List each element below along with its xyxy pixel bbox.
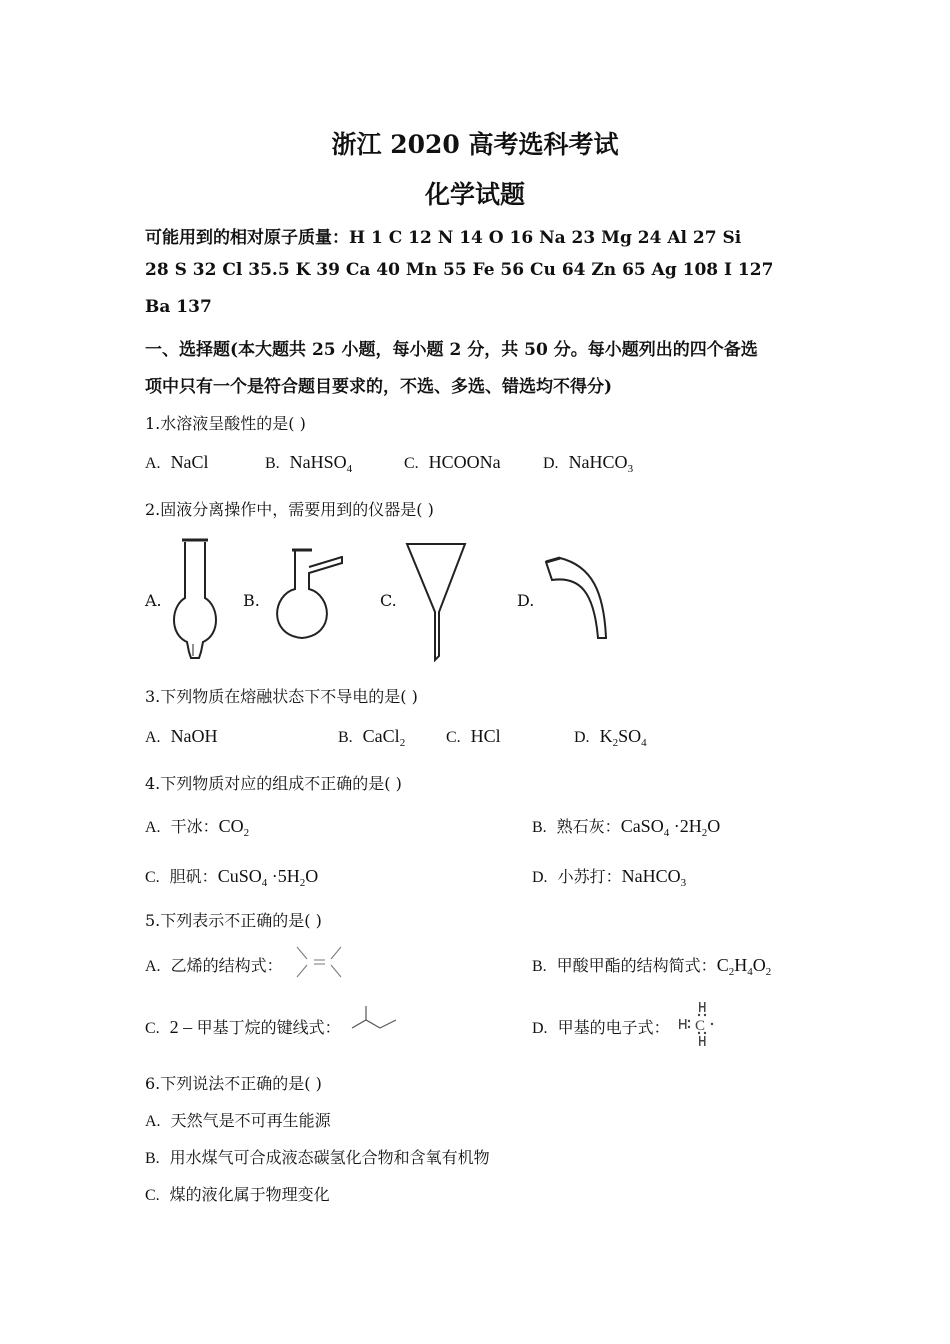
formula-subscript: 4: [346, 463, 353, 475]
funnel-icon: [403, 540, 469, 662]
option-text: 天然气是不可再生能源: [170, 1111, 331, 1130]
option-label: B.: [338, 729, 353, 746]
formula-subscript: 4: [747, 966, 753, 978]
formula-subscript: 2: [612, 737, 619, 749]
q2-option-c-label: C.: [380, 591, 397, 610]
q3-option-a: [145, 726, 218, 747]
formula: NaCl: [170, 452, 209, 472]
option-prefix: 2 –: [169, 1017, 197, 1037]
question-2-stem: 2.固液分离操作中，需要用到的仪器是( ): [145, 500, 434, 519]
formula: HCl: [470, 726, 501, 746]
formula-subscript: 4: [641, 737, 647, 749]
flask-icon: [165, 536, 225, 662]
option-text: 甲基的电子式：: [557, 1018, 670, 1037]
option-text: 煤的液化属于物理变化: [169, 1185, 330, 1204]
formula-subscript: 3: [627, 463, 634, 475]
option-text: 用水煤气可合成液态碳氢化合物和含氧有机物: [169, 1148, 490, 1167]
formula-part: SO: [618, 726, 642, 746]
formula-subscript: 2: [728, 966, 735, 978]
q1-option-b: [265, 452, 352, 475]
option-text: 乙烯的结构式：: [170, 956, 283, 975]
q2-option-b-label: B.: [243, 591, 260, 610]
option-label: B.: [145, 1150, 160, 1167]
option-text: 胆矾：: [169, 867, 218, 886]
formula-part: NaHCO: [621, 866, 681, 886]
q1-option-a: [145, 452, 209, 473]
option-label: B.: [265, 455, 280, 472]
formula-subscript: 2: [399, 737, 406, 749]
ethylene-structure-icon: [285, 938, 351, 986]
formula: [621, 866, 687, 889]
option-text: 甲基丁烷的键线式：: [196, 1018, 341, 1037]
option-text: 干冰：: [170, 817, 219, 836]
option-label: B.: [532, 958, 547, 975]
q4-option-c: [145, 864, 318, 889]
formula-subscript: 2: [299, 877, 306, 889]
formula: [217, 866, 319, 889]
option-label: C.: [446, 729, 461, 746]
q1-option-c: [404, 452, 501, 473]
question-6-stem: 6.下列说法不正确的是( ): [145, 1074, 322, 1093]
option-label: D.: [574, 729, 590, 746]
option-label: D.: [532, 869, 548, 886]
q3-option-c: [446, 726, 501, 747]
page-title: 浙江 2020 高考选科考试: [331, 130, 619, 159]
section-header-line-1: 一、选择题(本大题共 25 小题，每小题 2 分，共 50 分。每小题列出的四个备选: [145, 340, 758, 360]
question-4-stem: 4.下列物质对应的组成不正确的是( ): [145, 774, 402, 793]
formula-part: O: [305, 866, 319, 886]
methyl-electron-dot-icon: [677, 1000, 717, 1048]
formula-part: ·2H: [669, 816, 702, 836]
option-label: A.: [145, 819, 161, 836]
formula: [289, 452, 353, 475]
formula-part: ·5H: [267, 866, 300, 886]
option-label: A.: [145, 1113, 161, 1130]
option-label: B.: [532, 819, 547, 836]
formula: [620, 816, 721, 839]
formula-part: K: [599, 726, 613, 746]
formula-part: NaHSO: [289, 452, 347, 472]
atomic-mass-line-3: Ba 137: [145, 297, 212, 317]
option-text: 甲酸甲酯的结构简式：: [556, 956, 717, 975]
formula-subscript: 2: [243, 827, 250, 839]
formula: HCOONa: [428, 452, 501, 472]
q2-option-d-label: D.: [517, 591, 535, 610]
formula: NaOH: [170, 726, 218, 746]
formula: [599, 726, 647, 749]
q3-option-b: [338, 726, 405, 749]
formula-part: NaHCO: [568, 452, 628, 472]
q6-option-a: [145, 1108, 331, 1131]
option-label: A.: [145, 729, 161, 746]
option-text: 小苏打：: [557, 867, 622, 886]
question-5-stem: 5.下列表示不正确的是( ): [145, 911, 322, 930]
formula: [362, 726, 406, 749]
q4-option-a: [145, 814, 249, 839]
formula-part: O: [707, 816, 721, 836]
q5-option-d: [532, 1015, 670, 1038]
formula-part: CaSO: [620, 816, 664, 836]
question-3-stem: 3.下列物质在熔融状态下不导电的是( ): [145, 687, 418, 706]
formula-subscript: 4: [663, 827, 670, 839]
distilling-flask-icon: [268, 545, 348, 645]
q1-option-d: [543, 452, 633, 475]
atomic-mass-line-2: 28 S 32 Cl 35.5 K 39 Ca 40 Mn 55 Fe 56 Cu 64 Zn 65 Ag 108 I 127: [145, 260, 774, 280]
methylbutane-skeletal-icon: [350, 1004, 400, 1034]
formula-subscript: 4: [261, 877, 268, 889]
section-header-line-2: 项中只有一个是符合题目要求的，不选、多选、错选均不得分): [145, 377, 613, 397]
option-label: C.: [404, 455, 419, 472]
formula-part: H: [734, 955, 748, 975]
formula: [716, 955, 772, 978]
q2-option-a-label: A.: [145, 591, 162, 610]
q4-option-d: [532, 864, 686, 889]
formula-subscript: 2: [765, 966, 772, 978]
option-label: C.: [145, 869, 160, 886]
option-label: C.: [145, 1020, 160, 1037]
question-1-stem: 1.水溶液呈酸性的是( ): [145, 414, 306, 433]
formula: [568, 452, 634, 475]
formula-part: C: [716, 955, 729, 975]
option-label: D.: [532, 1020, 548, 1037]
svg-text:C: C: [695, 1018, 706, 1034]
atomic-mass-line-1: 可能用到的相对原子质量：H 1 C 12 N 14 O 16 Na 23 Mg 24 Al 27 Si: [145, 228, 742, 248]
formula-subscript: 3: [680, 877, 687, 889]
page-subtitle: 化学试题: [424, 180, 525, 209]
formula: [218, 816, 250, 839]
formula-part: CaCl: [362, 726, 400, 746]
option-text: 熟石灰：: [556, 817, 621, 836]
q4-option-b: [532, 814, 720, 839]
option-label: A.: [145, 455, 161, 472]
option-label: A.: [145, 958, 161, 975]
formula-subscript: 2: [701, 827, 708, 839]
formula-part: CO: [218, 816, 244, 836]
formula-part: CuSO: [217, 866, 262, 886]
q5-option-c: [145, 1015, 341, 1038]
bent-tube-icon: [540, 552, 615, 644]
q5-option-b: [532, 953, 771, 978]
q3-option-d: [574, 726, 647, 749]
q6-option-c: [145, 1182, 330, 1205]
formula-part: O: [752, 955, 766, 975]
q6-option-b: [145, 1145, 490, 1168]
option-label: C.: [145, 1187, 160, 1204]
q5-option-a: [145, 953, 283, 976]
option-label: D.: [543, 455, 559, 472]
